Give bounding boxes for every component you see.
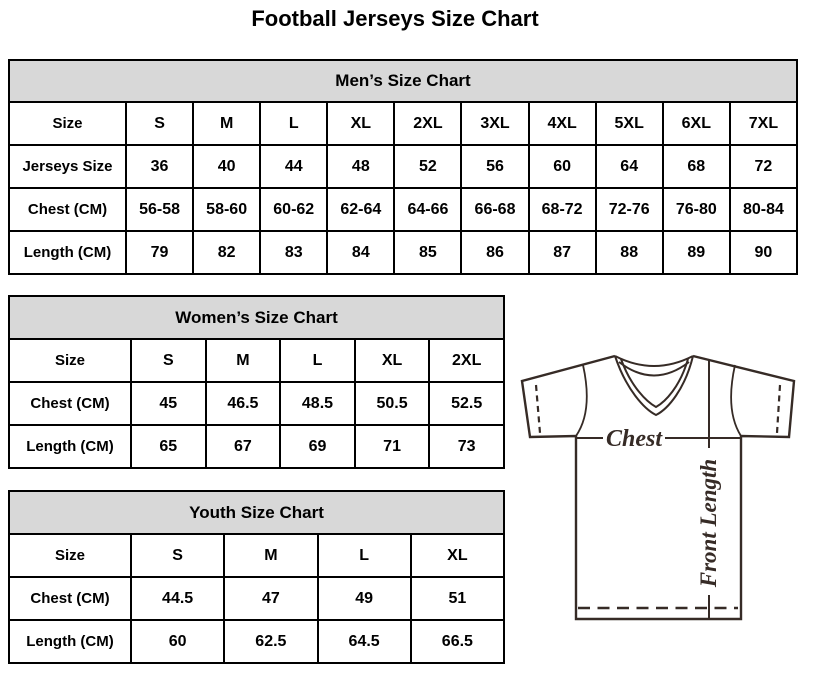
table-cell: 84 [327, 231, 394, 274]
table-cell: 90 [730, 231, 797, 274]
table-cell: 56-58 [126, 188, 193, 231]
table-cell: 72 [730, 145, 797, 188]
mens-size-chart-table [8, 59, 798, 275]
row-label: Size [9, 102, 126, 145]
row-label: Length (CM) [9, 425, 131, 468]
row-label: Chest (CM) [9, 577, 131, 620]
table-cell: 79 [126, 231, 193, 274]
table-row [9, 425, 504, 468]
table-cell: S [126, 102, 193, 145]
table-cell: 2XL [429, 339, 504, 382]
table-cell: 87 [529, 231, 596, 274]
table-title-row [9, 60, 797, 102]
table-row [9, 382, 504, 425]
table-title: Men’s Size Chart [9, 60, 797, 102]
table-cell: 6XL [663, 102, 730, 145]
table-row [9, 620, 504, 663]
table-cell: XL [327, 102, 394, 145]
table-cell: 52 [394, 145, 461, 188]
collar-back-curve-outer [615, 356, 693, 366]
jersey-measurement-diagram [505, 332, 815, 675]
table-row [9, 577, 504, 620]
table-cell: 65 [131, 425, 206, 468]
row-label: Length (CM) [9, 620, 131, 663]
table-cell: 4XL [529, 102, 596, 145]
table-cell: 36 [126, 145, 193, 188]
table-cell: 71 [355, 425, 430, 468]
table-cell: 48 [327, 145, 394, 188]
youth-size-chart-table [8, 490, 505, 664]
table-cell: 48.5 [280, 382, 355, 425]
table-row [9, 534, 504, 577]
table-cell: L [280, 339, 355, 382]
table-cell: 66.5 [411, 620, 504, 663]
table-cell: 86 [461, 231, 528, 274]
table-row [9, 231, 797, 274]
table-cell: 50.5 [355, 382, 430, 425]
table-cell: 66-68 [461, 188, 528, 231]
table-cell: M [224, 534, 317, 577]
table-cell: L [260, 102, 327, 145]
table-cell: 68 [663, 145, 730, 188]
table-cell: 46.5 [206, 382, 281, 425]
left-armhole-seam [576, 365, 587, 436]
table-cell: 52.5 [429, 382, 504, 425]
table-cell: 40 [193, 145, 260, 188]
table-cell: 67 [206, 425, 281, 468]
row-label: Size [9, 339, 131, 382]
table-title: Women’s Size Chart [9, 296, 504, 339]
front-length-label: Front Length [696, 458, 721, 588]
table-cell: 88 [596, 231, 663, 274]
table-cell: S [131, 339, 206, 382]
page-title: Football Jerseys Size Chart [251, 6, 539, 31]
table-cell: 58-60 [193, 188, 260, 231]
table-cell: 85 [394, 231, 461, 274]
table-title: Youth Size Chart [9, 491, 504, 534]
table-cell: 89 [663, 231, 730, 274]
collar-back-curve-inner [619, 362, 689, 376]
right-armhole-seam [731, 365, 741, 436]
left-cuff-dashed-line [536, 385, 540, 433]
table-cell: L [318, 534, 411, 577]
chest-label: Chest [605, 426, 663, 452]
table-row [9, 339, 504, 382]
table-cell: 83 [260, 231, 327, 274]
table-cell: 64.5 [318, 620, 411, 663]
table-cell: 60 [529, 145, 596, 188]
table-cell: 64-66 [394, 188, 461, 231]
table-cell: 44.5 [131, 577, 224, 620]
table-cell: 73 [429, 425, 504, 468]
row-label: Jerseys Size [9, 145, 126, 188]
table-title-row [9, 296, 504, 339]
table-cell: 45 [131, 382, 206, 425]
jersey-outline [522, 356, 794, 619]
womens-size-chart-table [8, 295, 505, 469]
table-cell: 51 [411, 577, 504, 620]
table-cell: 5XL [596, 102, 663, 145]
row-label: Chest (CM) [9, 382, 131, 425]
row-label: Size [9, 534, 131, 577]
table-cell: XL [355, 339, 430, 382]
table-cell: 60-62 [260, 188, 327, 231]
table-cell: 7XL [730, 102, 797, 145]
table-cell: S [131, 534, 224, 577]
table-cell: 44 [260, 145, 327, 188]
table-cell: 64 [596, 145, 663, 188]
table-cell: XL [411, 534, 504, 577]
table-cell: 62.5 [224, 620, 317, 663]
table-cell: 62-64 [327, 188, 394, 231]
table-cell: 47 [224, 577, 317, 620]
row-label: Chest (CM) [9, 188, 126, 231]
table-title-row [9, 491, 504, 534]
table-row [9, 145, 797, 188]
table-cell: 76-80 [663, 188, 730, 231]
table-cell: 80-84 [730, 188, 797, 231]
table-cell: 69 [280, 425, 355, 468]
table-cell: 49 [318, 577, 411, 620]
table-cell: 68-72 [529, 188, 596, 231]
table-cell: 60 [131, 620, 224, 663]
right-cuff-dashed-line [777, 385, 780, 433]
table-cell: M [193, 102, 260, 145]
table-cell: 56 [461, 145, 528, 188]
table-cell: M [206, 339, 281, 382]
table-cell: 3XL [461, 102, 528, 145]
table-row [9, 102, 797, 145]
table-cell: 2XL [394, 102, 461, 145]
row-label: Length (CM) [9, 231, 126, 274]
table-cell: 82 [193, 231, 260, 274]
table-cell: 72-76 [596, 188, 663, 231]
table-row [9, 188, 797, 231]
